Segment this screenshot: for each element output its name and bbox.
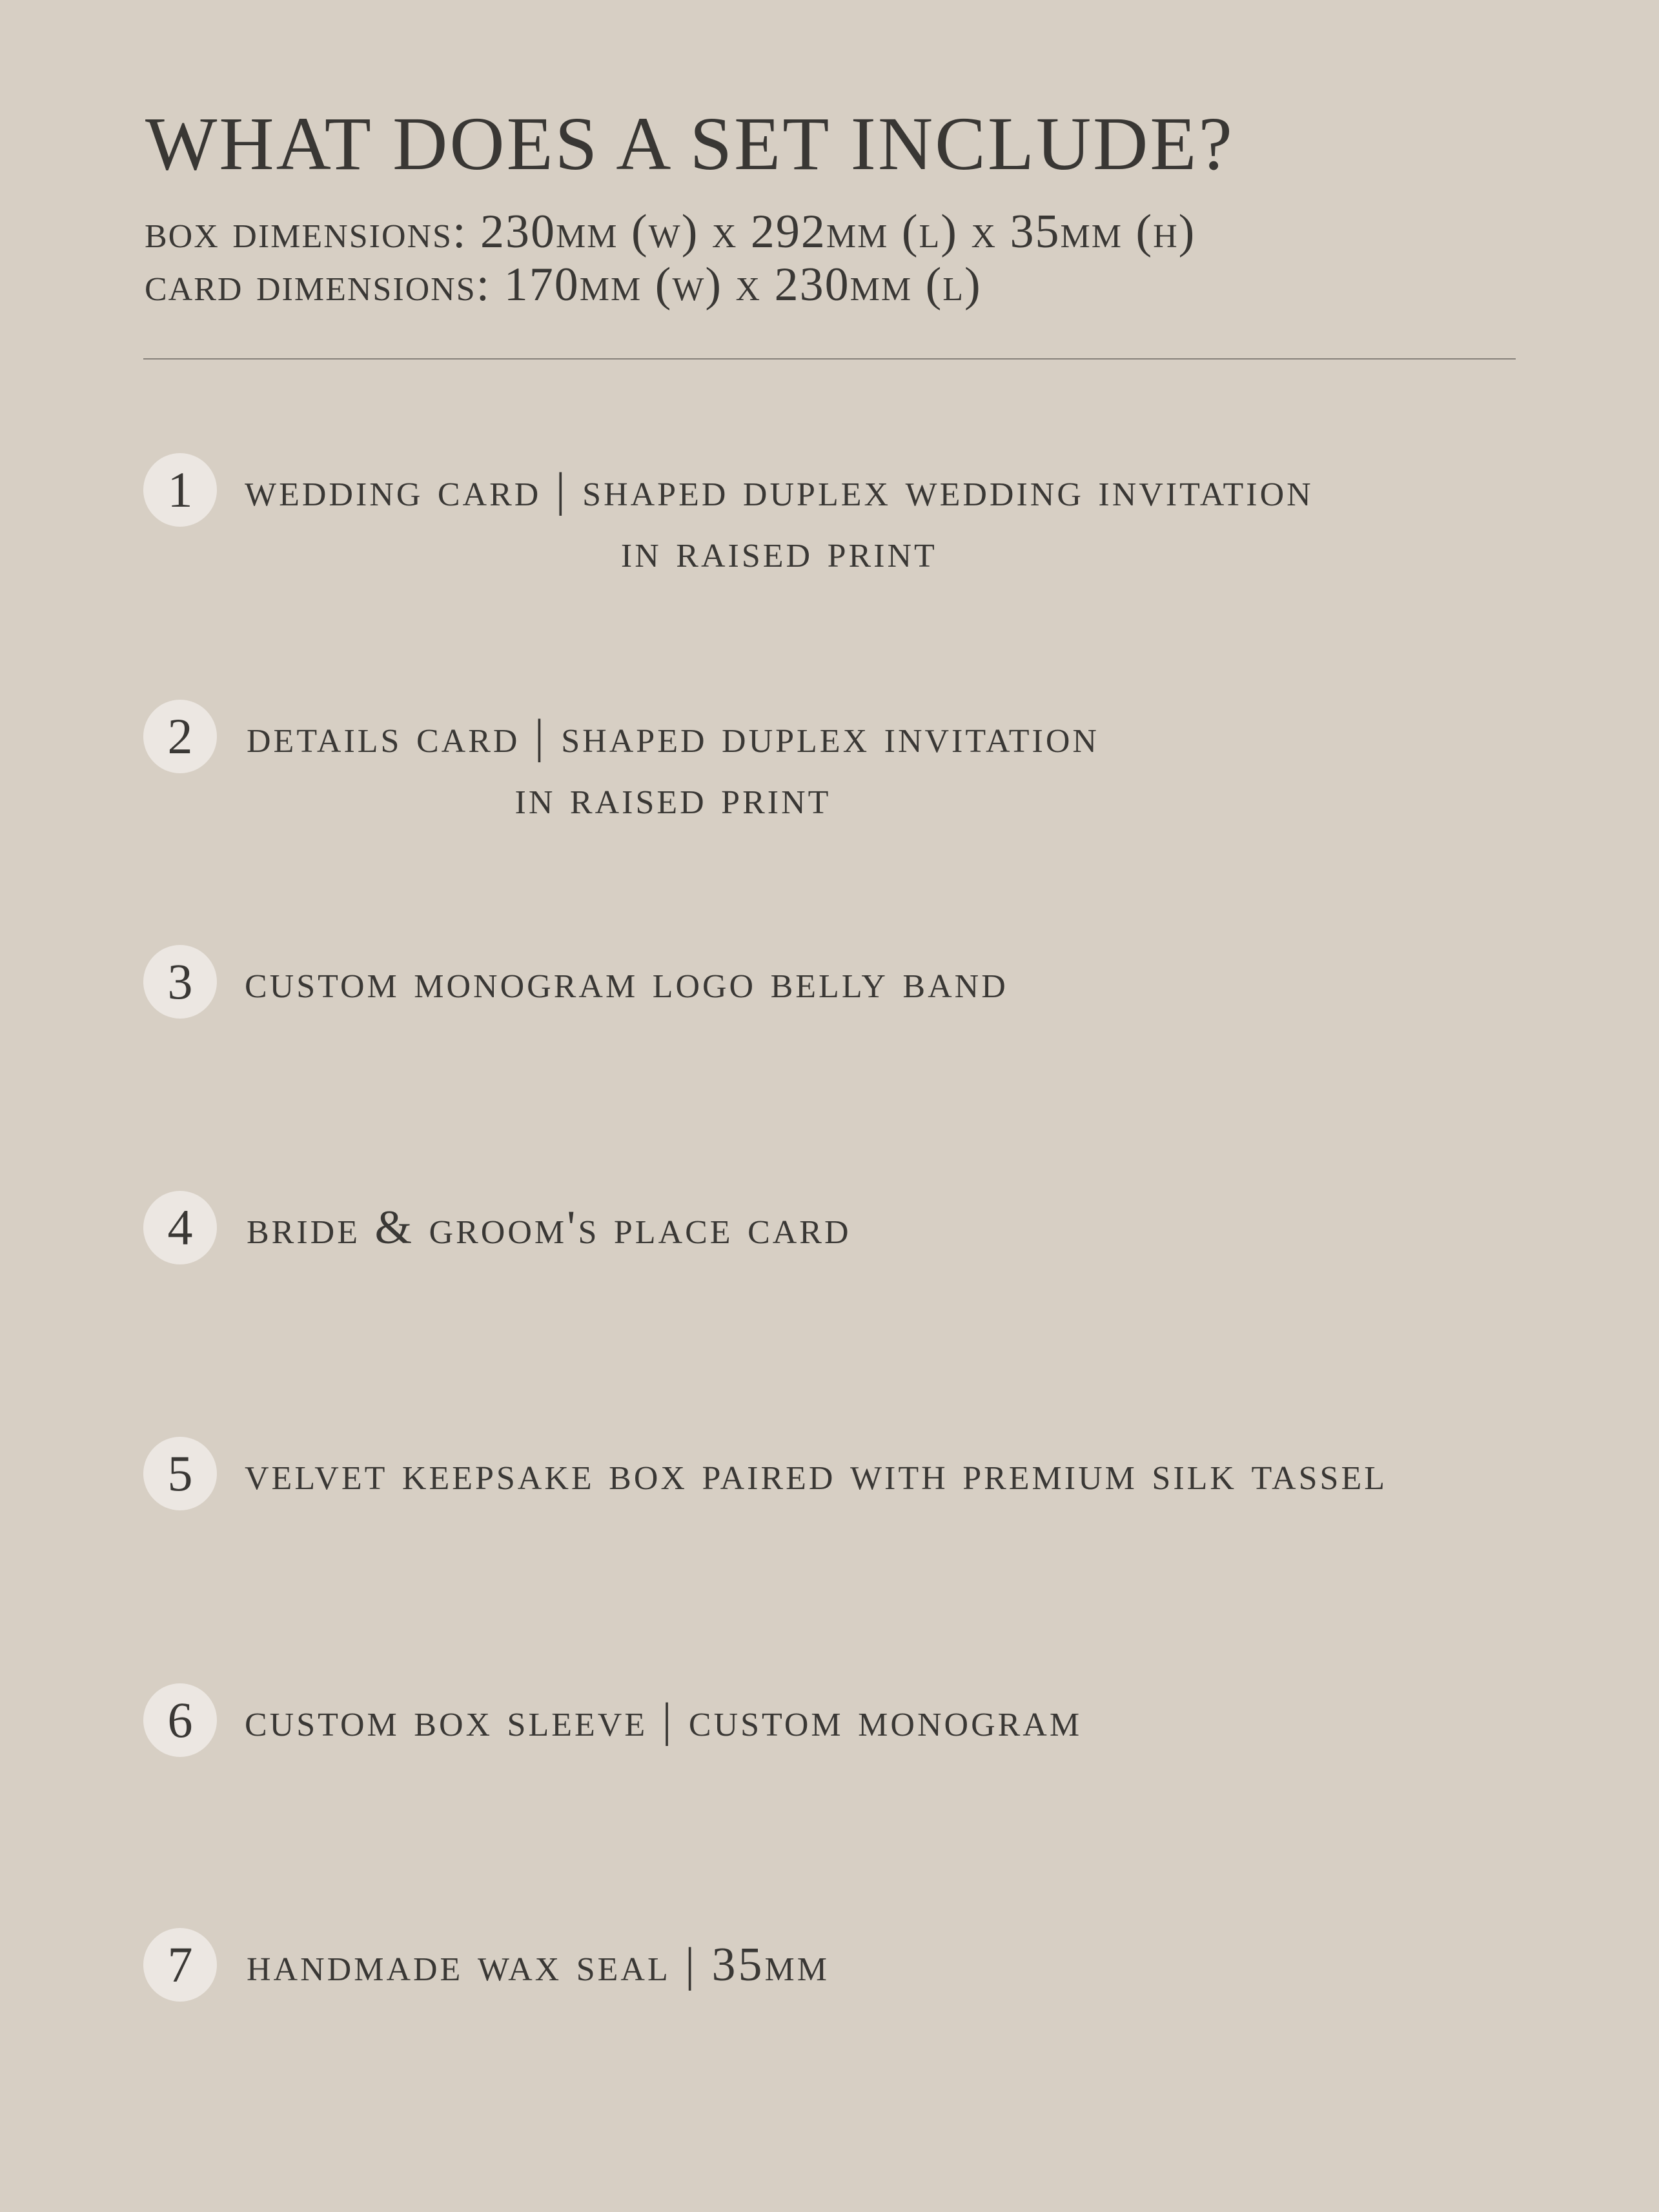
- item-label: [247, 1197, 851, 1259]
- item-label: [245, 1690, 1082, 1751]
- item-label-line: velvet keepsake box paired with premium silk tassel: [245, 1447, 1387, 1500]
- item-label-line: wedding card | shaped duplex wedding invitation: [245, 463, 1314, 516]
- item-label-line: in raised print: [514, 771, 831, 824]
- divider: [143, 358, 1516, 360]
- item-label-line: custom monogram logo belly band: [245, 955, 1008, 1008]
- item-number-badge: 3: [143, 945, 217, 1019]
- item-number-badge: 5: [143, 1437, 217, 1510]
- item-number-badge: 7: [143, 1928, 217, 2002]
- item-label: [245, 951, 1008, 1013]
- dimensions-block: [145, 205, 1196, 311]
- item-label: [247, 706, 1099, 829]
- item-number-badge: 6: [143, 1683, 217, 1757]
- item-label-line: bride & groom's place card: [247, 1201, 851, 1254]
- item-number-badge: 4: [143, 1191, 217, 1264]
- item-label-line: details card | shaped duplex invitation: [247, 710, 1099, 763]
- item-label: [245, 1443, 1387, 1505]
- card-dimensions: card dimensions: 170mm (w) x 230mm (l): [145, 258, 982, 311]
- item-label-line: custom box sleeve | custom monogram: [245, 1694, 1083, 1747]
- item-label-line: handmade wax seal | 35mm: [247, 1938, 830, 1991]
- item-label: [247, 1934, 830, 1996]
- box-dimensions: box dimensions: 230mm (w) x 292mm (l) x 35mm (h): [145, 205, 1196, 258]
- page-title: WHAT DOES A SET INCLUDE?: [145, 101, 1234, 186]
- item-label: [245, 460, 1314, 582]
- item-label-line: in raised print: [620, 525, 937, 578]
- item-number-badge: 1: [143, 453, 217, 527]
- item-number-badge: 2: [143, 700, 217, 773]
